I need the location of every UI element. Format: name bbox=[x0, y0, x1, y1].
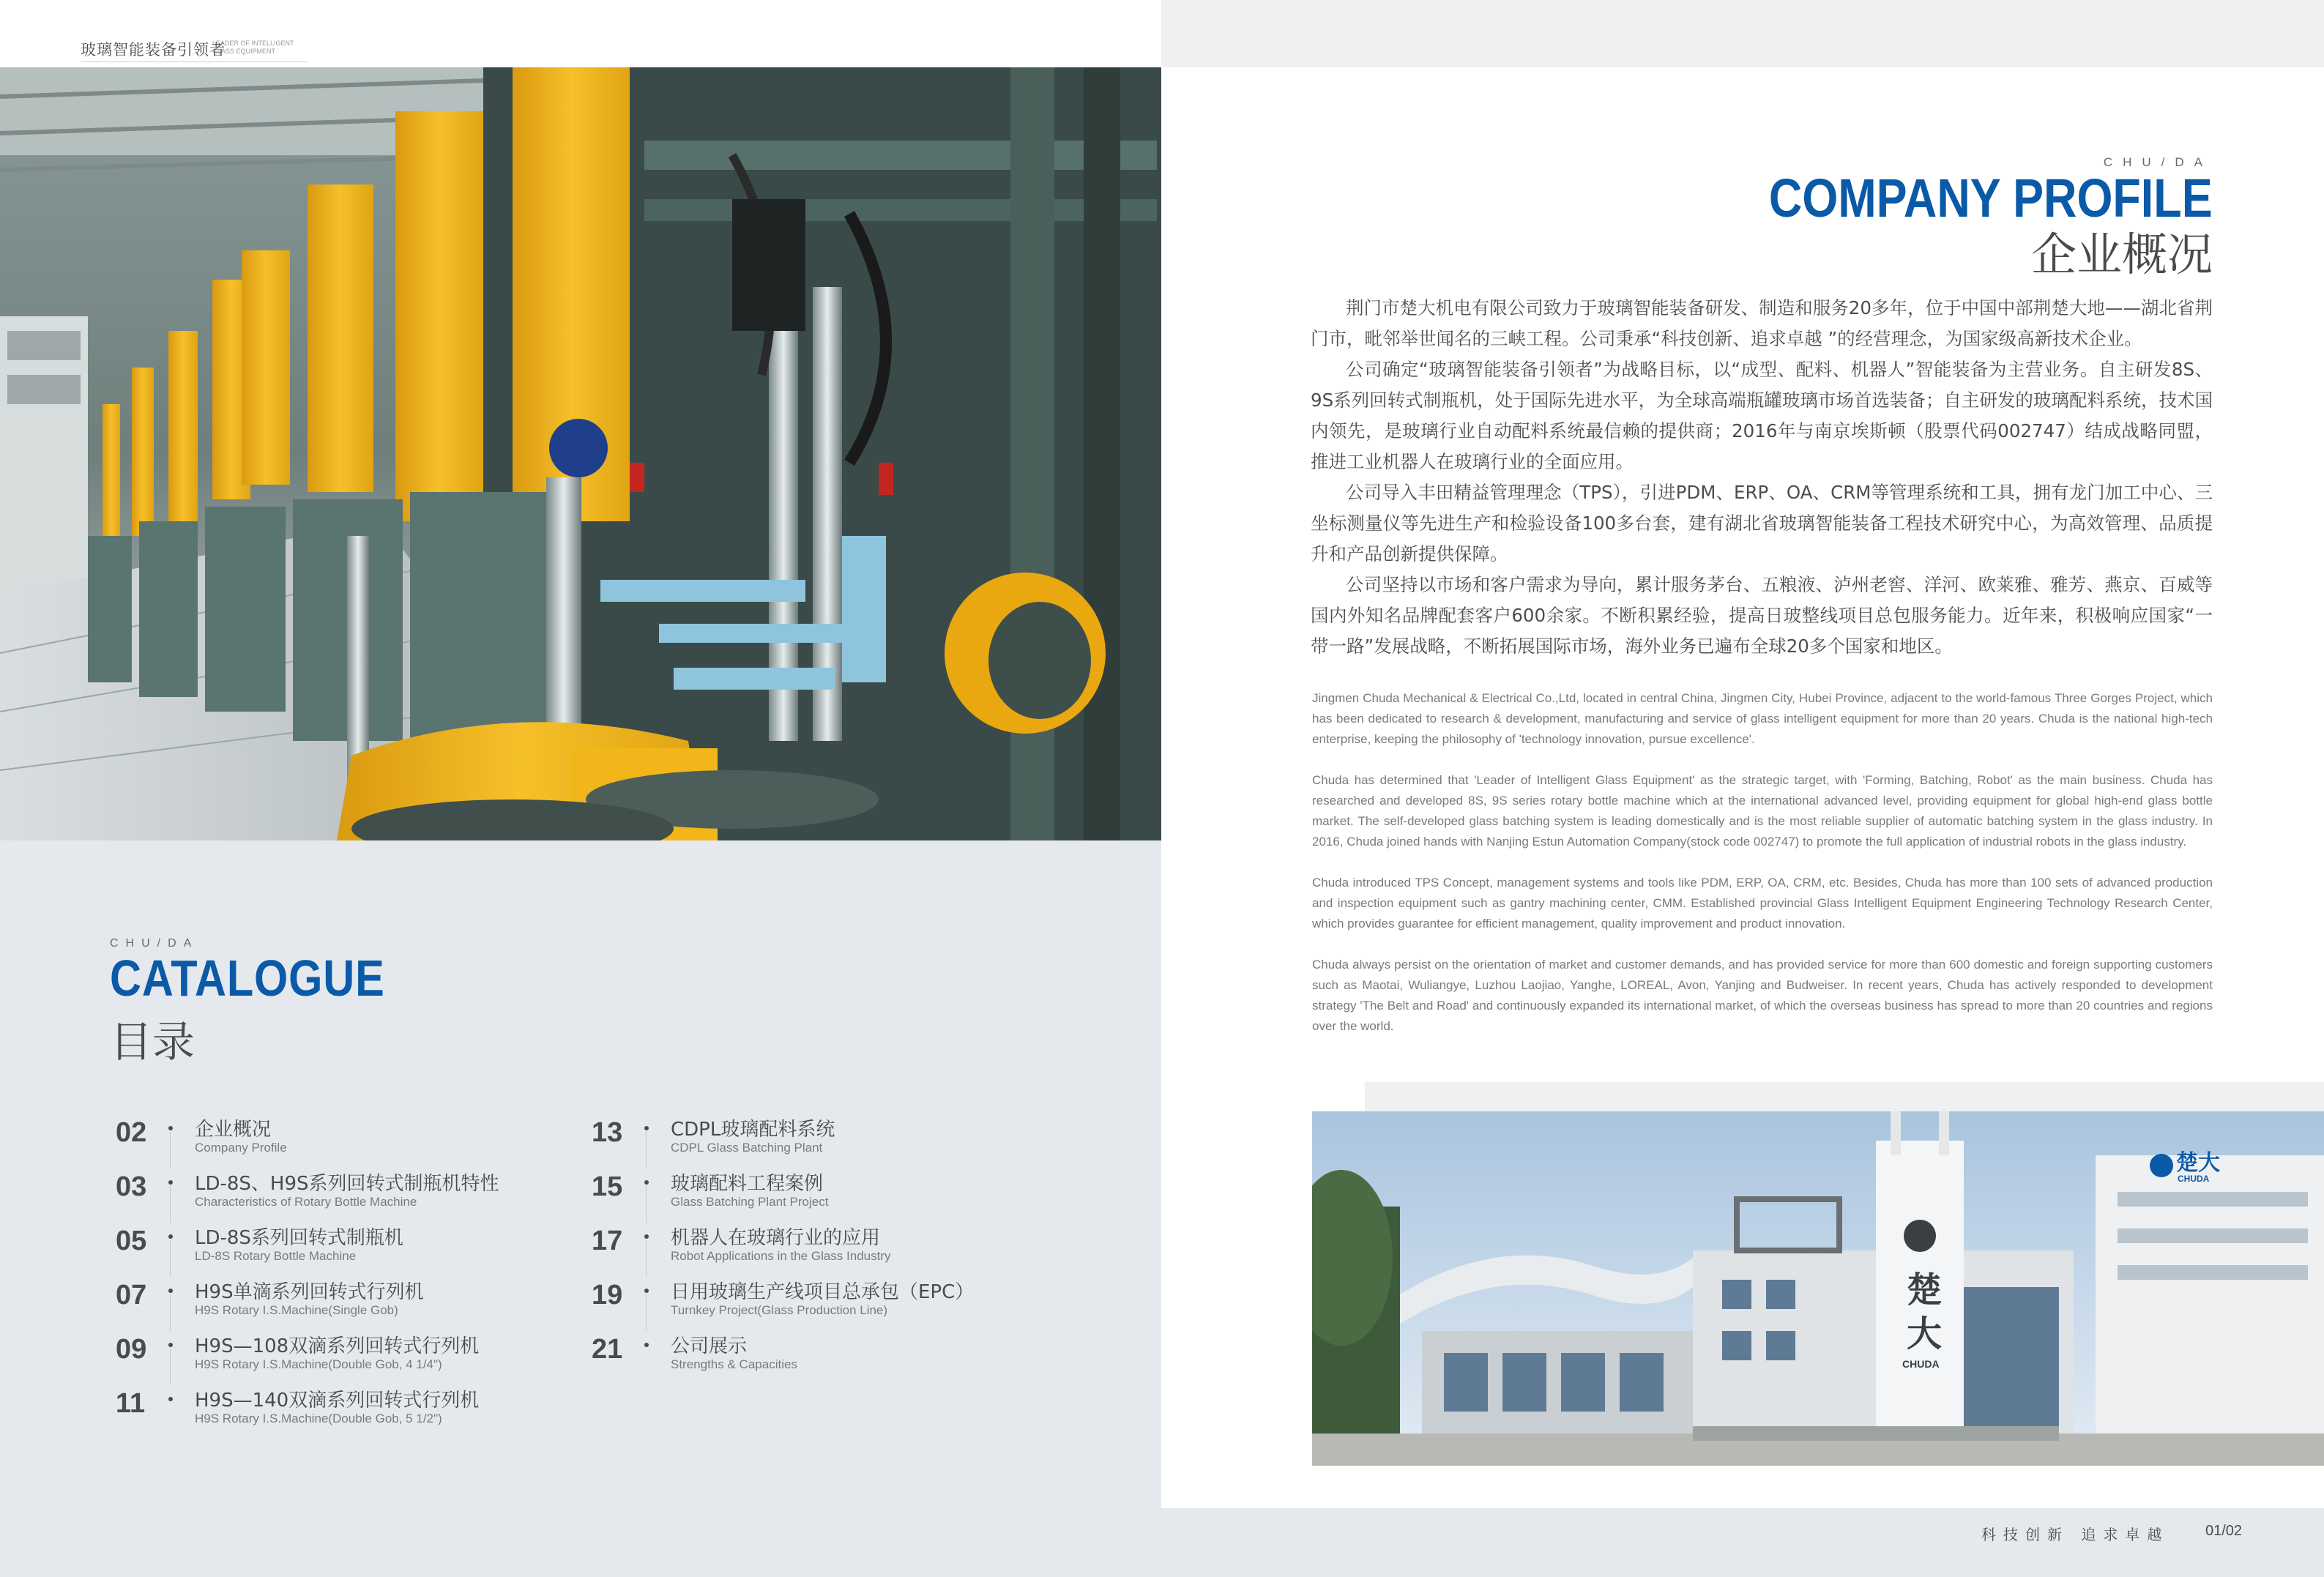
toc-title-en: H9S Rotary I.S.Machine(Double Gob, 4 1/4") bbox=[195, 1357, 442, 1371]
roof-sign-cn: 楚大 bbox=[2176, 1150, 2220, 1176]
toc-title-cn: 日用玻璃生产线项目总承包（EPC） bbox=[671, 1281, 975, 1303]
header-slogan-cn: 玻璃智能装备引领者 bbox=[81, 41, 226, 59]
toc-title-cn: LD-8S、H9S系列回转式制瓶机特性 bbox=[195, 1173, 499, 1195]
toc-title-en: Company Profile bbox=[195, 1141, 287, 1155]
toc-divider bbox=[170, 1186, 171, 1223]
toc-title-cn: 玻璃配料工程案例 bbox=[671, 1173, 824, 1195]
toc-bullet bbox=[168, 1397, 173, 1401]
toc-bullet bbox=[168, 1343, 173, 1347]
toc-bullet bbox=[168, 1289, 173, 1293]
toc-divider bbox=[646, 1186, 647, 1223]
toc-divider bbox=[170, 1240, 171, 1277]
toc-title-en: Turnkey Project(Glass Production Line) bbox=[671, 1303, 888, 1317]
toc-page-number: 15 bbox=[592, 1171, 623, 1202]
catalogue-brand-small: CHU/DA bbox=[110, 937, 199, 950]
toc-divider bbox=[646, 1132, 647, 1168]
photo-backing-panel bbox=[1365, 1082, 2324, 1113]
toc-bullet bbox=[168, 1234, 173, 1239]
company-building-photo bbox=[1312, 1111, 2324, 1466]
toc-page-number: 17 bbox=[592, 1226, 623, 1256]
profile-paragraph-cn: 公司确定“玻璃智能装备引领者”为战略目标，以“成型、配料、机器人”智能装备为主营业务。自主研发8S、9S系列回转式制瓶机，处于国际先进水平，为全球高端瓶罐玻璃市场首选装备；自主研发的玻璃配料系统，技术国内领先，是玻璃行业自动配料系统最信赖的提供商；2016年与南京埃斯顿（股票代码002747）结成战略同盟，推进工业机器人在玻璃行业的全面应用。 bbox=[1311, 359, 2213, 472]
header-underline bbox=[81, 61, 308, 62]
toc-page-number: 13 bbox=[592, 1117, 623, 1148]
toc-page-number: 19 bbox=[592, 1280, 623, 1311]
footer-slogan: 科技创新 追求卓越 bbox=[1981, 1526, 2170, 1543]
header-slogan-en: LEADER OF INTELLIGENT GLASS EQUIPMENT bbox=[212, 40, 294, 55]
toc-page-number: 03 bbox=[116, 1171, 147, 1202]
toc-divider bbox=[170, 1294, 171, 1331]
toc-title-en: LD-8S Rotary Bottle Machine bbox=[195, 1249, 357, 1263]
toc-page-number: 02 bbox=[116, 1117, 147, 1148]
catalogue-title: CATALOGUE bbox=[110, 950, 385, 1007]
right-header-bar bbox=[1161, 0, 2324, 67]
toc-bullet bbox=[168, 1180, 173, 1185]
toc-bullet bbox=[644, 1234, 649, 1239]
toc-title-en: H9S Rotary I.S.Machine(Single Gob) bbox=[195, 1303, 398, 1317]
profile-paragraph-en: Jingmen Chuda Mechanical & Electrical Co.,Ltd, located in central China, Jingmen City, Hubei Province, adjacent to the world-famous Three Gorges Project, which has been dedicated to research & development, manufacturing and service of glass intelligent equipment for more than 20 years. Chuda is the national high-tech enterprise, keeping the philosophy of 'technology innovation, pursue excellence'. bbox=[1312, 691, 2213, 746]
toc-title-en: CDPL Glass Batching Plant bbox=[671, 1141, 823, 1155]
profile-paragraph-cn: 公司坚持以市场和客户需求为导向，累计服务茅台、五粮液、泸州老窖、洋河、欧莱雅、雅芳、燕京、百威等国内外知名品牌配套客户600余家。不断积累经验，提高日玻整线项目总包服务能力。近年来，积极响应国家“一带一路”发展战略，不断拓展国际市场，海外业务已遍布全球20多个国家和地区。 bbox=[1311, 574, 2213, 657]
tower-sign-char-1: 楚 bbox=[1907, 1270, 1943, 1311]
toc-divider bbox=[170, 1132, 171, 1168]
toc-title-en: Strengths & Capacities bbox=[671, 1357, 797, 1371]
toc-title-cn: H9S—140双滴系列回转式行列机 bbox=[195, 1390, 480, 1412]
toc-page-number: 07 bbox=[116, 1280, 147, 1311]
profile-paragraph-en: Chuda introduced TPS Concept, management systems and tools like PDM, ERP, OA, CRM, etc. Besides, Chuda has more than 100 sets of advanced production and inspection equipment such as gantry machining center, CMM. Established provincial Glass Intelligent Equipment Engineering Technology Research Center, which provides guarantee for efficient management, quality improvement and product innovation. bbox=[1312, 876, 2213, 931]
toc-bullet bbox=[644, 1343, 649, 1347]
toc-title-en: Robot Applications in the Glass Industry bbox=[671, 1249, 891, 1263]
toc-title-cn: CDPL玻璃配料系统 bbox=[671, 1119, 835, 1141]
toc-divider bbox=[170, 1349, 171, 1385]
toc-title-en: Characteristics of Rotary Bottle Machine bbox=[195, 1195, 417, 1209]
factory-machine-photo bbox=[0, 67, 1161, 840]
catalogue-title-cn: 目录 bbox=[110, 1017, 195, 1067]
toc-page-number: 21 bbox=[592, 1334, 623, 1365]
profile-paragraph-cn: 荆门市楚大机电有限公司致力于玻璃智能装备研发、制造和服务20多年，位于中国中部荆楚大地——湖北省荆门市，毗邻举世闻名的三峡工程。公司秉承“科技创新、追求卓越 ”的经营理念，为国家级高新技术企业。 bbox=[1311, 297, 2213, 349]
profile-brand-small: CHU/DA bbox=[2103, 155, 2213, 169]
profile-title-cn: 企业概况 bbox=[2030, 228, 2213, 281]
toc-title-cn: 企业概况 bbox=[195, 1119, 272, 1141]
toc-divider bbox=[646, 1240, 647, 1277]
profile-title: COMPANY PROFILE bbox=[1769, 168, 2213, 228]
toc-title-cn: H9S单滴系列回转式行列机 bbox=[195, 1281, 424, 1303]
toc-bullet bbox=[644, 1126, 649, 1130]
toc-bullet bbox=[644, 1180, 649, 1185]
page-number: 01/02 bbox=[2205, 1523, 2243, 1539]
profile-body-cn bbox=[1311, 293, 2213, 662]
toc-title-cn: LD-8S系列回转式制瓶机 bbox=[195, 1227, 403, 1249]
profile-paragraph-en: Chuda always persist on the orientation of market and customer demands, and has provided service for more than 600 domestic and foreign supporting customers such as Maotai, Wuliangye, Luzhou Laojiao, Yanghe, LOREAL, Avon, Yanjing and Budweiser. In recent years, Chuda has actively responded to development strategy 'The Belt and Road' and continuously expanded its international market, of which the overseas business has spread to more than 20 countries and regions over the world. bbox=[1312, 958, 2213, 1033]
toc-title-cn: 机器人在玻璃行业的应用 bbox=[671, 1227, 881, 1249]
roof-sign-en: CHUDA bbox=[2178, 1174, 2210, 1184]
profile-body-en bbox=[1312, 688, 2213, 1057]
toc-bullet bbox=[168, 1126, 173, 1130]
profile-paragraph-cn: 公司导入丰田精益管理理念（TPS），引进PDM、ERP、OA、CRM等管理系统和工具，拥有龙门加工中心、三坐标测量仪等先进生产和检验设备100多台套，建有湖北省玻璃智能装备工程技术研究中心，为高效管理、品质提升和产品创新提供保障。 bbox=[1311, 482, 2213, 564]
toc-page-number: 11 bbox=[116, 1388, 146, 1419]
left-header-bar bbox=[0, 0, 1161, 67]
tower-sign-en: CHUDA bbox=[1902, 1358, 1940, 1370]
toc-page-number: 09 bbox=[116, 1334, 147, 1365]
toc-page-number: 05 bbox=[116, 1226, 147, 1256]
toc-title-cn: 公司展示 bbox=[671, 1335, 748, 1357]
toc-bullet bbox=[644, 1289, 649, 1293]
profile-paragraph-en: Chuda has determined that 'Leader of Intelligent Glass Equipment' as the strategic target, with 'Forming, Batching, Robot' as the main business. Chuda has researched and developed 8S, 9S series rotary bottle machine which at the international advanced level, providing equipment for global high-end glass bottle market. The self-developed glass batching system is leading domestically and is the most reliable supplier of automatic batching system in the glass industry. In 2016, Chuda joined hands with Nanjing Estun Automation Company(stock code 002747) to promote the full application of industrial robots in the glass industry. bbox=[1312, 773, 2213, 849]
toc-title-en: Glass Batching Plant Project bbox=[671, 1195, 829, 1209]
toc-title-cn: H9S—108双滴系列回转式行列机 bbox=[195, 1335, 480, 1357]
toc-title-en: H9S Rotary I.S.Machine(Double Gob, 5 1/2") bbox=[195, 1412, 442, 1425]
toc-divider bbox=[646, 1294, 647, 1331]
tower-sign-char-2: 大 bbox=[1907, 1313, 1943, 1354]
